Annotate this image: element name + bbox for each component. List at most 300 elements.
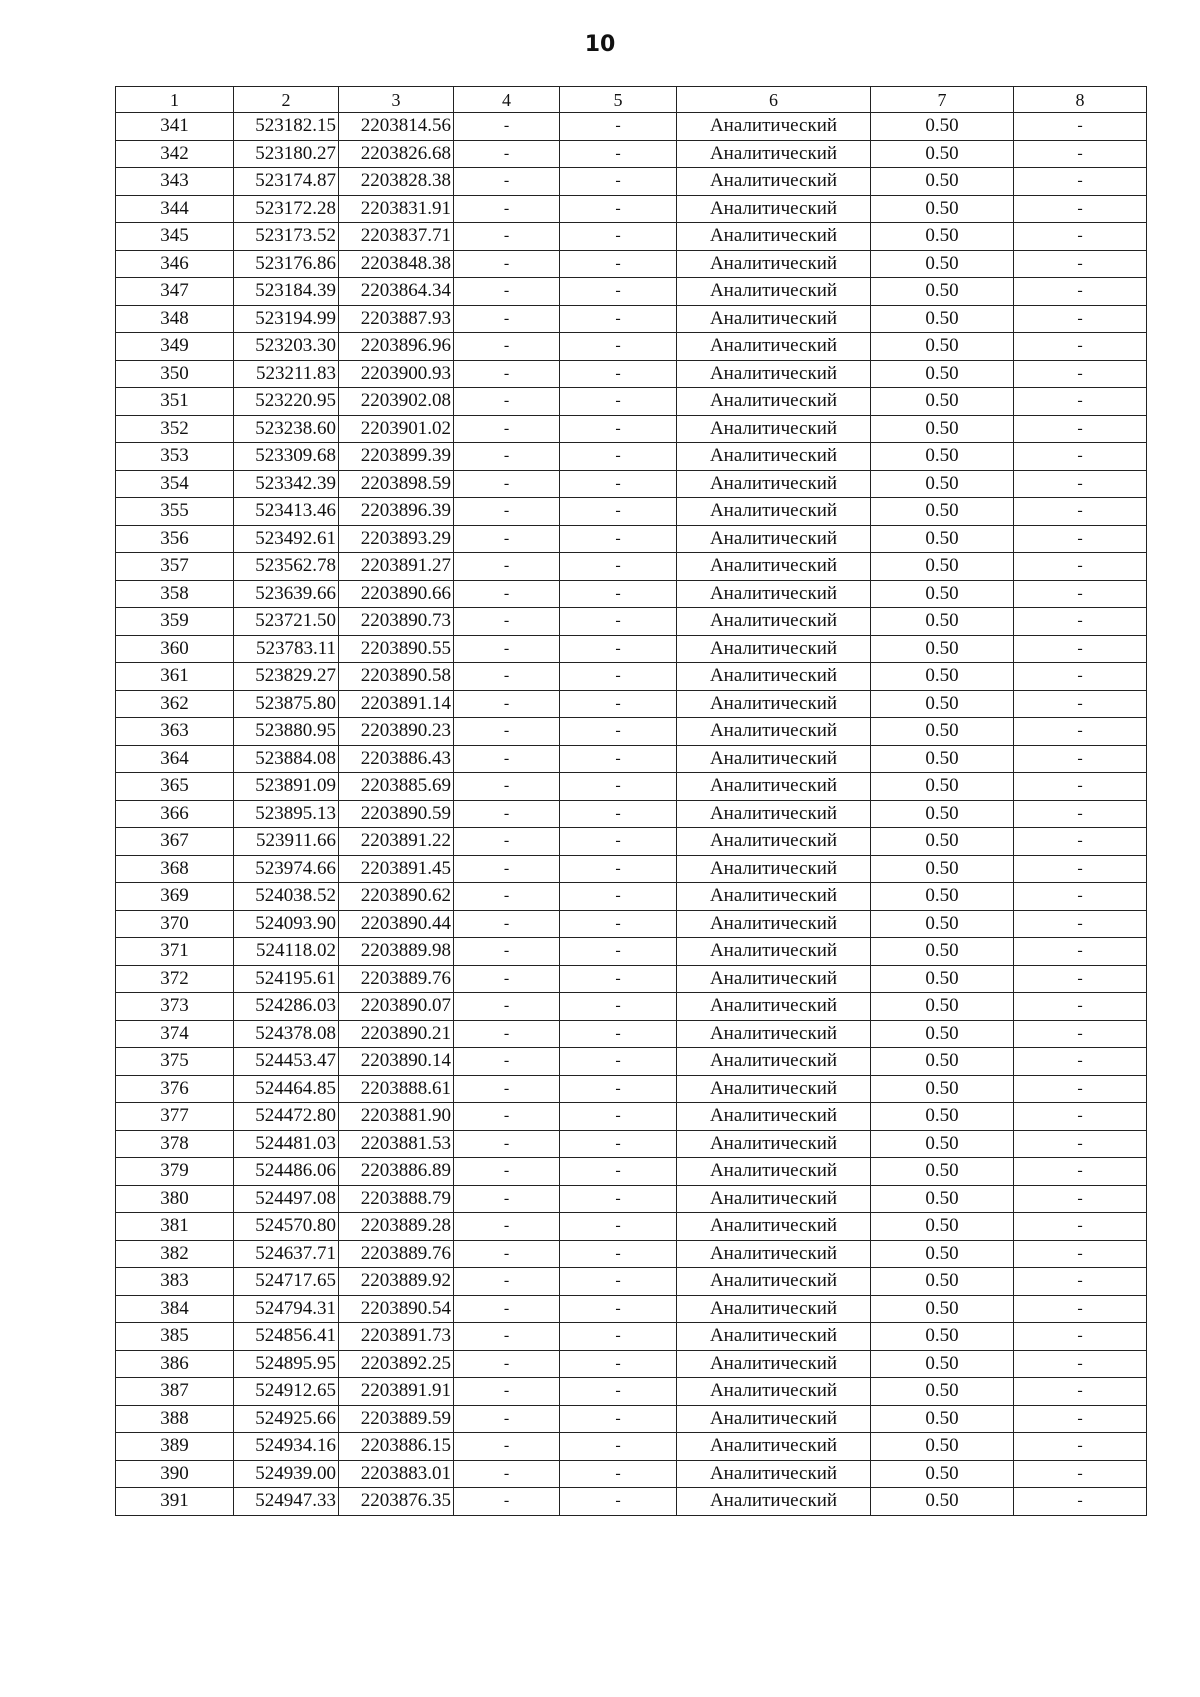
cell-method: Аналитический [677,250,871,278]
cell-col-8: - [1014,250,1147,278]
cell-method: Аналитический [677,690,871,718]
cell-y: 2203890.44 [339,910,454,938]
cell-point-number: 389 [116,1433,234,1461]
cell-x: 523184.39 [234,278,339,306]
cell-method: Аналитический [677,938,871,966]
cell-point-number: 383 [116,1268,234,1296]
cell-y: 2203889.76 [339,965,454,993]
table-row [116,1103,1147,1131]
table-row [116,800,1147,828]
cell-x: 523492.61 [234,525,339,553]
cell-y: 2203886.43 [339,745,454,773]
cell-point-number: 378 [116,1130,234,1158]
cell-col-4: - [454,1130,560,1158]
cell-col-5: - [560,553,677,581]
cell-col-8: - [1014,965,1147,993]
cell-col-5: - [560,140,677,168]
cell-y: 2203896.39 [339,498,454,526]
cell-col-8: - [1014,1378,1147,1406]
cell-method: Аналитический [677,443,871,471]
cell-col-8: - [1014,800,1147,828]
cell-col-5: - [560,663,677,691]
cell-col-4: - [454,195,560,223]
table-row [116,828,1147,856]
cell-y: 2203889.59 [339,1405,454,1433]
cell-y: 2203881.90 [339,1103,454,1131]
cell-col-5: - [560,1020,677,1048]
cell-col-5: - [560,1405,677,1433]
cell-point-number: 369 [116,883,234,911]
cell-x: 524378.08 [234,1020,339,1048]
cell-method: Аналитический [677,1488,871,1516]
cell-point-number: 342 [116,140,234,168]
cell-x: 523829.27 [234,663,339,691]
cell-x: 523203.30 [234,333,339,361]
cell-accuracy: 0.50 [871,938,1014,966]
cell-y: 2203876.35 [339,1488,454,1516]
cell-point-number: 349 [116,333,234,361]
cell-method: Аналитический [677,360,871,388]
table-row [116,195,1147,223]
cell-col-8: - [1014,195,1147,223]
cell-col-4: - [454,718,560,746]
cell-x: 523211.83 [234,360,339,388]
cell-x: 523895.13 [234,800,339,828]
cell-col-5: - [560,855,677,883]
cell-accuracy: 0.50 [871,745,1014,773]
cell-col-4: - [454,1240,560,1268]
cell-col-8: - [1014,690,1147,718]
cell-col-4: - [454,580,560,608]
cell-col-5: - [560,690,677,718]
cell-y: 2203889.92 [339,1268,454,1296]
cell-point-number: 365 [116,773,234,801]
table-row [116,278,1147,306]
cell-method: Аналитический [677,1295,871,1323]
cell-method: Аналитический [677,965,871,993]
header-accuracy: 7 [871,87,1014,113]
cell-col-8: - [1014,415,1147,443]
table-row [116,1048,1147,1076]
cell-col-5: - [560,223,677,251]
cell-accuracy: 0.50 [871,910,1014,938]
cell-col-5: - [560,525,677,553]
cell-col-5: - [560,910,677,938]
table-row [116,635,1147,663]
cell-col-4: - [454,800,560,828]
cell-y: 2203831.91 [339,195,454,223]
table-row [116,1433,1147,1461]
cell-y: 2203890.59 [339,800,454,828]
cell-y: 2203888.79 [339,1185,454,1213]
cell-col-5: - [560,278,677,306]
cell-accuracy: 0.50 [871,443,1014,471]
table-row [116,1240,1147,1268]
cell-point-number: 376 [116,1075,234,1103]
cell-x: 523911.66 [234,828,339,856]
cell-col-4: - [454,1350,560,1378]
cell-x: 524947.33 [234,1488,339,1516]
cell-accuracy: 0.50 [871,1323,1014,1351]
cell-col-8: - [1014,1433,1147,1461]
cell-y: 2203890.54 [339,1295,454,1323]
cell-accuracy: 0.50 [871,690,1014,718]
table-row [116,773,1147,801]
cell-method: Аналитический [677,1240,871,1268]
cell-accuracy: 0.50 [871,140,1014,168]
cell-col-4: - [454,140,560,168]
cell-point-number: 368 [116,855,234,883]
cell-method: Аналитический [677,470,871,498]
cell-method: Аналитический [677,608,871,636]
cell-col-4: - [454,635,560,663]
header-col-8: 8 [1014,87,1147,113]
cell-col-8: - [1014,1020,1147,1048]
cell-accuracy: 0.50 [871,1240,1014,1268]
table-row [116,1130,1147,1158]
table-row [116,855,1147,883]
cell-method: Аналитический [677,1020,871,1048]
table-row [116,113,1147,141]
cell-col-8: - [1014,608,1147,636]
cell-point-number: 375 [116,1048,234,1076]
cell-col-8: - [1014,1158,1147,1186]
cell-point-number: 341 [116,113,234,141]
cell-col-5: - [560,1075,677,1103]
cell-col-4: - [454,1268,560,1296]
cell-method: Аналитический [677,1405,871,1433]
table-row [116,690,1147,718]
cell-col-8: - [1014,1488,1147,1516]
cell-accuracy: 0.50 [871,113,1014,141]
cell-point-number: 355 [116,498,234,526]
cell-method: Аналитический [677,1048,871,1076]
cell-x: 524038.52 [234,883,339,911]
cell-x: 524570.80 [234,1213,339,1241]
cell-x: 523173.52 [234,223,339,251]
cell-col-5: - [560,1460,677,1488]
cell-method: Аналитический [677,828,871,856]
cell-point-number: 357 [116,553,234,581]
cell-accuracy: 0.50 [871,1103,1014,1131]
cell-point-number: 381 [116,1213,234,1241]
cell-y: 2203883.01 [339,1460,454,1488]
cell-accuracy: 0.50 [871,498,1014,526]
cell-col-5: - [560,498,677,526]
cell-col-4: - [454,1020,560,1048]
cell-x: 523194.99 [234,305,339,333]
cell-point-number: 387 [116,1378,234,1406]
cell-x: 524939.00 [234,1460,339,1488]
cell-method: Аналитический [677,910,871,938]
header-col-5: 5 [560,87,677,113]
cell-col-4: - [454,993,560,1021]
cell-col-4: - [454,773,560,801]
cell-col-5: - [560,443,677,471]
table-row [116,883,1147,911]
cell-x: 524464.85 [234,1075,339,1103]
cell-y: 2203891.27 [339,553,454,581]
cell-point-number: 360 [116,635,234,663]
cell-x: 523639.66 [234,580,339,608]
table-row [116,608,1147,636]
table-row [116,1268,1147,1296]
cell-col-4: - [454,498,560,526]
cell-method: Аналитический [677,1433,871,1461]
cell-y: 2203898.59 [339,470,454,498]
table-row [116,1185,1147,1213]
cell-method: Аналитический [677,800,871,828]
cell-col-8: - [1014,1048,1147,1076]
cell-col-4: - [454,168,560,196]
cell-method: Аналитический [677,388,871,416]
cell-x: 523721.50 [234,608,339,636]
cell-col-8: - [1014,140,1147,168]
cell-method: Аналитический [677,580,871,608]
table-row [116,1158,1147,1186]
cell-x: 523880.95 [234,718,339,746]
cell-col-8: - [1014,113,1147,141]
cell-col-4: - [454,938,560,966]
cell-point-number: 356 [116,525,234,553]
cell-point-number: 372 [116,965,234,993]
table-row [116,938,1147,966]
table-row [116,415,1147,443]
cell-accuracy: 0.50 [871,1048,1014,1076]
cell-point-number: 352 [116,415,234,443]
cell-x: 523238.60 [234,415,339,443]
cell-x: 523413.46 [234,498,339,526]
cell-method: Аналитический [677,305,871,333]
cell-x: 523562.78 [234,553,339,581]
cell-col-8: - [1014,1103,1147,1131]
cell-accuracy: 0.50 [871,1460,1014,1488]
cell-point-number: 367 [116,828,234,856]
cell-point-number: 391 [116,1488,234,1516]
cell-x: 524912.65 [234,1378,339,1406]
cell-method: Аналитический [677,415,871,443]
cell-x: 523891.09 [234,773,339,801]
table-row [116,1460,1147,1488]
cell-point-number: 351 [116,388,234,416]
cell-col-4: - [454,525,560,553]
cell-point-number: 345 [116,223,234,251]
cell-y: 2203837.71 [339,223,454,251]
cell-point-number: 350 [116,360,234,388]
table-row [116,663,1147,691]
cell-method: Аналитический [677,1378,871,1406]
cell-y: 2203889.98 [339,938,454,966]
cell-x: 523180.27 [234,140,339,168]
cell-method: Аналитический [677,333,871,361]
cell-y: 2203890.58 [339,663,454,691]
cell-col-4: - [454,113,560,141]
cell-y: 2203890.62 [339,883,454,911]
cell-col-8: - [1014,498,1147,526]
cell-col-8: - [1014,1130,1147,1158]
cell-col-8: - [1014,305,1147,333]
cell-point-number: 388 [116,1405,234,1433]
cell-col-8: - [1014,1295,1147,1323]
header-x: 2 [234,87,339,113]
cell-y: 2203891.91 [339,1378,454,1406]
cell-col-8: - [1014,360,1147,388]
cell-col-5: - [560,1323,677,1351]
cell-x: 523172.28 [234,195,339,223]
cell-y: 2203890.73 [339,608,454,636]
cell-col-5: - [560,938,677,966]
cell-y: 2203891.45 [339,855,454,883]
cell-col-5: - [560,993,677,1021]
cell-col-5: - [560,1488,677,1516]
cell-y: 2203890.55 [339,635,454,663]
cell-method: Аналитический [677,1158,871,1186]
cell-y: 2203891.73 [339,1323,454,1351]
cell-y: 2203814.56 [339,113,454,141]
cell-point-number: 371 [116,938,234,966]
table-row [116,305,1147,333]
cell-method: Аналитический [677,1185,871,1213]
cell-accuracy: 0.50 [871,1020,1014,1048]
cell-col-8: - [1014,883,1147,911]
cell-x: 524118.02 [234,938,339,966]
cell-accuracy: 0.50 [871,663,1014,691]
cell-col-5: - [560,883,677,911]
cell-point-number: 382 [116,1240,234,1268]
cell-y: 2203901.02 [339,415,454,443]
cell-x: 524856.41 [234,1323,339,1351]
cell-x: 523309.68 [234,443,339,471]
cell-col-5: - [560,965,677,993]
table-row [116,470,1147,498]
cell-x: 523182.15 [234,113,339,141]
table-body [116,113,1147,1516]
cell-col-8: - [1014,1405,1147,1433]
cell-accuracy: 0.50 [871,1295,1014,1323]
cell-x: 524481.03 [234,1130,339,1158]
cell-x: 523176.86 [234,250,339,278]
cell-accuracy: 0.50 [871,993,1014,1021]
cell-col-5: - [560,1240,677,1268]
cell-point-number: 374 [116,1020,234,1048]
cell-col-8: - [1014,443,1147,471]
table-row [116,1350,1147,1378]
cell-col-4: - [454,388,560,416]
table-row [116,965,1147,993]
cell-point-number: 385 [116,1323,234,1351]
cell-accuracy: 0.50 [871,415,1014,443]
cell-col-8: - [1014,1350,1147,1378]
cell-y: 2203890.23 [339,718,454,746]
cell-point-number: 346 [116,250,234,278]
cell-col-4: - [454,250,560,278]
cell-col-4: - [454,1488,560,1516]
cell-method: Аналитический [677,1350,871,1378]
cell-y: 2203885.69 [339,773,454,801]
table-header-row [116,87,1147,113]
cell-col-5: - [560,1350,677,1378]
cell-point-number: 347 [116,278,234,306]
cell-col-8: - [1014,278,1147,306]
cell-col-4: - [454,608,560,636]
table-row [116,223,1147,251]
cell-accuracy: 0.50 [871,223,1014,251]
table-row [116,745,1147,773]
table-row [116,1323,1147,1351]
cell-col-4: - [454,828,560,856]
cell-col-8: - [1014,635,1147,663]
cell-x: 524637.71 [234,1240,339,1268]
cell-point-number: 364 [116,745,234,773]
cell-point-number: 353 [116,443,234,471]
cell-col-8: - [1014,938,1147,966]
header-col-4: 4 [454,87,560,113]
cell-accuracy: 0.50 [871,278,1014,306]
cell-point-number: 370 [116,910,234,938]
cell-col-8: - [1014,910,1147,938]
cell-col-5: - [560,1433,677,1461]
table-row [116,910,1147,938]
cell-col-5: - [560,1295,677,1323]
cell-col-4: - [454,883,560,911]
cell-col-8: - [1014,223,1147,251]
cell-method: Аналитический [677,498,871,526]
cell-col-5: - [560,1103,677,1131]
cell-col-5: - [560,1378,677,1406]
table-row [116,140,1147,168]
cell-accuracy: 0.50 [871,1405,1014,1433]
cell-col-5: - [560,168,677,196]
cell-col-5: - [560,250,677,278]
cell-x: 523174.87 [234,168,339,196]
cell-y: 2203890.21 [339,1020,454,1048]
cell-method: Аналитический [677,1323,871,1351]
cell-y: 2203848.38 [339,250,454,278]
cell-method: Аналитический [677,855,871,883]
cell-point-number: 390 [116,1460,234,1488]
cell-x: 523783.11 [234,635,339,663]
cell-accuracy: 0.50 [871,1158,1014,1186]
cell-method: Аналитический [677,1268,871,1296]
cell-y: 2203886.89 [339,1158,454,1186]
cell-accuracy: 0.50 [871,635,1014,663]
table-row [116,580,1147,608]
cell-col-8: - [1014,828,1147,856]
cell-point-number: 377 [116,1103,234,1131]
cell-col-8: - [1014,388,1147,416]
cell-x: 524934.16 [234,1433,339,1461]
table-row [116,168,1147,196]
cell-accuracy: 0.50 [871,718,1014,746]
cell-accuracy: 0.50 [871,1488,1014,1516]
cell-col-5: - [560,828,677,856]
cell-method: Аналитический [677,1213,871,1241]
cell-y: 2203886.15 [339,1433,454,1461]
cell-col-5: - [560,470,677,498]
cell-col-5: - [560,1158,677,1186]
cell-col-8: - [1014,745,1147,773]
cell-point-number: 379 [116,1158,234,1186]
cell-method: Аналитический [677,168,871,196]
cell-x: 524497.08 [234,1185,339,1213]
cell-x: 524794.31 [234,1295,339,1323]
cell-accuracy: 0.50 [871,250,1014,278]
cell-col-8: - [1014,580,1147,608]
cell-point-number: 384 [116,1295,234,1323]
cell-y: 2203902.08 [339,388,454,416]
table-row [116,443,1147,471]
table-row [116,1020,1147,1048]
